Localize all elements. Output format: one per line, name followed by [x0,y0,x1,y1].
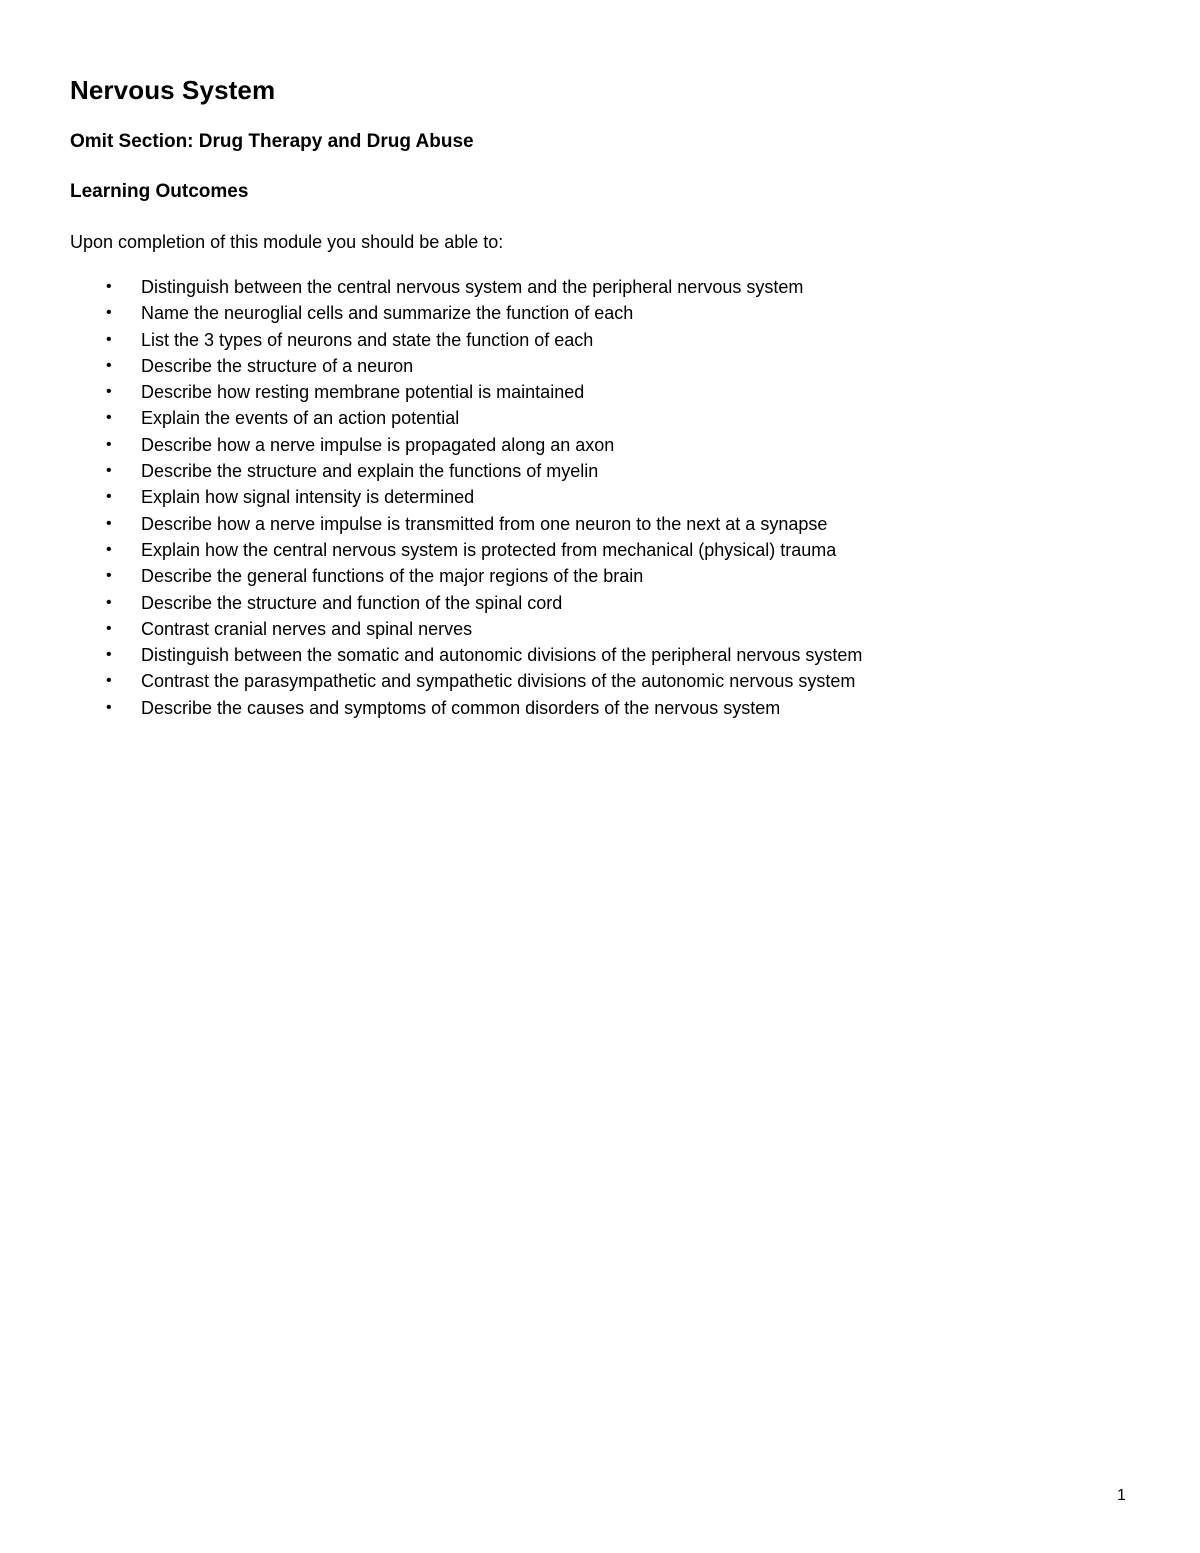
outcome-text: Contrast cranial nerves and spinal nerves [141,618,473,639]
bullet-icon: • [106,540,112,558]
bullet-icon: • [106,646,112,664]
outcome-text: List the 3 types of neurons and state the function of each [141,329,594,350]
list-item [70,668,1130,694]
list-item [70,432,1130,458]
outcome-text: Describe the structure and function of the spinal cord [141,592,563,613]
outcome-text: Distinguish between the somatic and autonomic divisions of the peripheral nervous system [141,645,863,666]
list-item [70,274,1130,300]
outcomes-list [70,274,1130,721]
learning-outcomes-heading: Learning Outcomes [70,181,249,202]
bullet-icon: • [106,672,112,690]
outcome-text: Describe how a nerve impulse is transmitted from one neuron to the next at a synapse [141,513,828,534]
intro-text: Upon completion of this module you should be able to: [70,232,504,252]
list-item [70,353,1130,379]
page-title: Nervous System [70,75,276,105]
list-item [70,590,1130,616]
list-item [70,405,1130,431]
outcome-text: Explain the events of an action potential [141,408,460,429]
bullet-icon: • [106,514,112,532]
list-item [70,537,1130,563]
list-item [70,300,1130,326]
outcome-text: Describe the structure and explain the functions of myelin [141,461,599,482]
list-item [70,458,1130,484]
outcome-text: Name the neuroglial cells and summarize the function of each [141,303,634,324]
bullet-icon: • [106,383,112,401]
bullet-icon: • [106,409,112,427]
bullet-icon: • [106,698,112,716]
bullet-icon: • [106,619,112,637]
page-number: 1 [1117,1487,1126,1504]
list-item [70,511,1130,537]
outcome-text: Describe how a nerve impulse is propagated along an axon [141,434,615,455]
outcome-text: Distinguish between the central nervous system and the peripheral nervous system [141,277,804,297]
outcome-text: Describe the structure of a neuron [141,355,414,376]
bullet-icon: • [106,330,112,348]
list-item [70,484,1130,510]
outcome-text: Explain how signal intensity is determined [141,487,475,508]
outcome-text: Explain how the central nervous system is protected from mechanical (physical) trauma [141,539,837,560]
bullet-icon: • [106,435,112,453]
omit-section-heading: Omit Section: Drug Therapy and Drug Abuse [70,131,474,152]
list-item [70,695,1130,721]
bullet-icon: • [106,304,112,322]
bullet-icon: • [106,593,112,611]
list-item [70,642,1130,668]
outcome-text: Describe the causes and symptoms of common disorders of the nervous system [141,697,781,718]
bullet-icon: • [106,462,112,480]
list-item [70,563,1130,589]
document-content [70,74,1130,721]
list-item [70,327,1130,353]
outcome-text: Describe how resting membrane potential is maintained [141,382,585,403]
outcome-text: Describe the general functions of the major regions of the brain [141,566,644,587]
bullet-icon: • [106,567,112,585]
bullet-icon: • [106,356,112,374]
list-item [70,616,1130,642]
bullet-icon: • [106,488,112,506]
list-item [70,379,1130,405]
outcome-text: Contrast the parasympathetic and sympathetic divisions of the autonomic nervous system [141,671,856,692]
bullet-icon: • [106,278,112,295]
